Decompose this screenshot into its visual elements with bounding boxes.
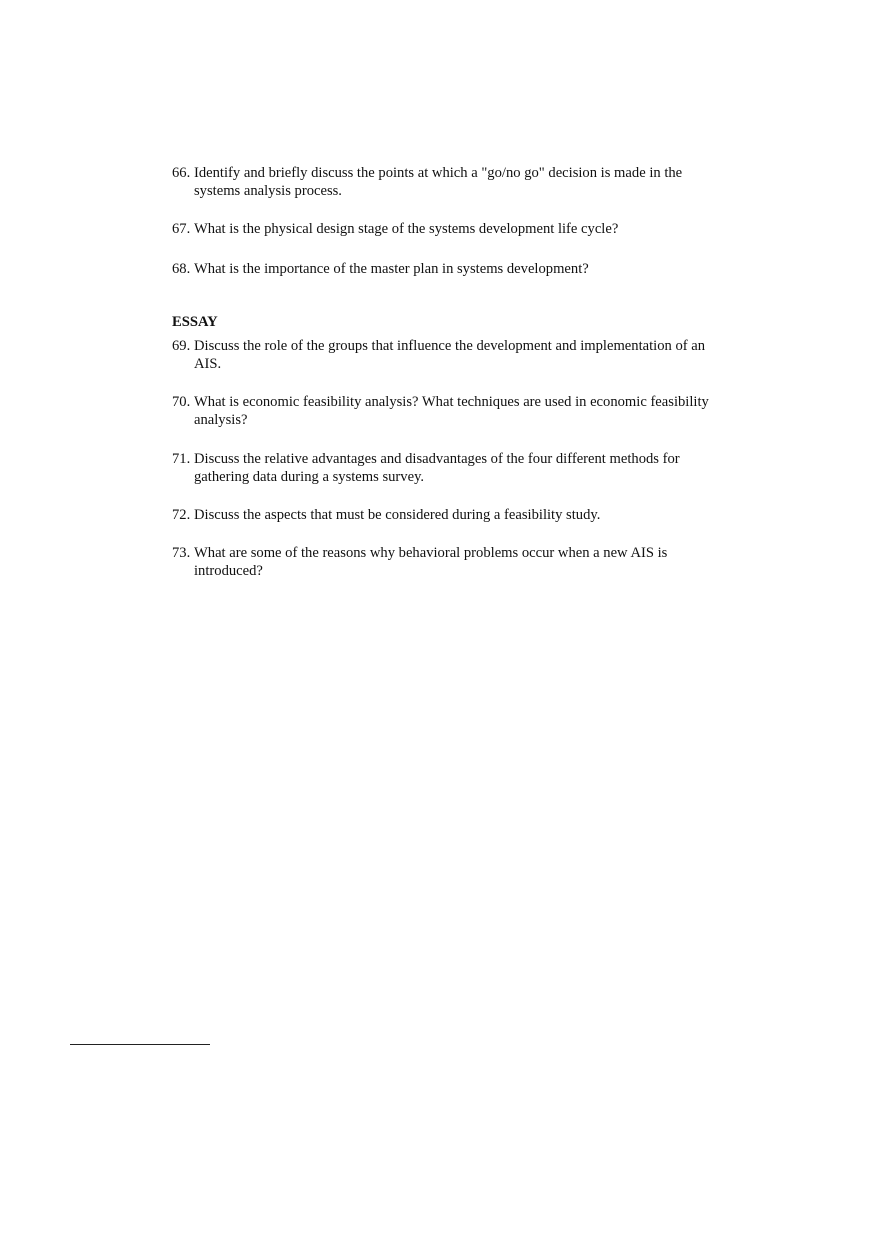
question-text: What is the importance of the master plan in systems development? xyxy=(194,261,589,277)
question-text: What is the physical design stage of the systems development life cycle? xyxy=(194,221,619,237)
question-66 xyxy=(172,164,712,200)
question-number: 67. xyxy=(172,221,191,237)
question-68 xyxy=(172,260,712,278)
question-73 xyxy=(172,544,712,580)
question-text: Discuss the relative advantages and disadvantages of the four different methods for gathering data during a systems survey. xyxy=(194,451,680,485)
footnote-separator-rule xyxy=(70,1044,210,1045)
question-text: Discuss the aspects that must be considered during a feasibility study. xyxy=(194,507,601,523)
question-67 xyxy=(172,220,712,238)
question-number: 68. xyxy=(172,261,191,277)
question-text: What is economic feasibility analysis? What techniques are used in economic feasibility analysis? xyxy=(194,394,709,428)
question-text: Discuss the role of the groups that influence the development and implementation of an AIS. xyxy=(194,338,706,372)
question-number: 72. xyxy=(172,507,191,523)
question-number: 73. xyxy=(172,545,191,561)
question-70 xyxy=(172,393,712,429)
question-text: What are some of the reasons why behavioral problems occur when a new AIS is introduced? xyxy=(194,545,668,579)
essay-heading: ESSAY xyxy=(172,314,218,330)
question-72 xyxy=(172,506,712,524)
question-69 xyxy=(172,337,712,373)
question-71 xyxy=(172,450,712,486)
question-number: 70. xyxy=(172,394,191,410)
question-text: Identify and briefly discuss the points at which a "go/no go" decision is made in the systems analysis process. xyxy=(194,165,683,199)
question-number: 66. xyxy=(172,165,191,181)
question-number: 69. xyxy=(172,338,191,354)
question-number: 71. xyxy=(172,451,191,467)
